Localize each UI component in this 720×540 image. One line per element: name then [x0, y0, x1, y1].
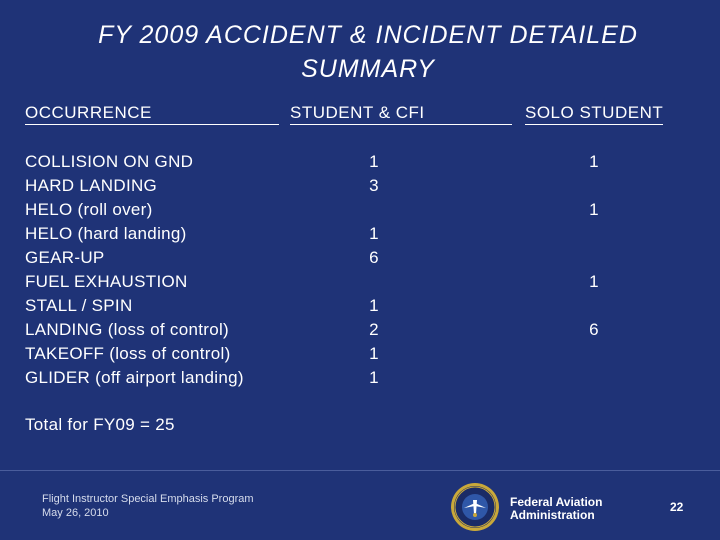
occurrence-cell: HELO (hard landing) [25, 224, 187, 243]
occurrence-cell: HARD LANDING [25, 176, 158, 195]
student-cfi-cell: 2 [369, 320, 379, 339]
occurrence-cell: HELO (roll over) [25, 200, 153, 219]
title-line-2: SUMMARY [301, 55, 435, 83]
occurrence-cell: FUEL EXHAUSTION [25, 272, 188, 291]
faa-seal-icon [450, 482, 500, 532]
table-row [25, 174, 705, 198]
table-row [25, 366, 705, 390]
page-number: 22 [670, 500, 684, 514]
title-line-1: FY 2009 ACCIDENT & INCIDENT DETAILED [98, 21, 638, 49]
student-cfi-cell: 1 [369, 368, 379, 387]
header-occurrence: OCCURRENCE [25, 103, 279, 125]
occurrence-cell: TAKEOFF (loss of control) [25, 344, 231, 363]
footer-program-info [42, 492, 254, 520]
occurrence-cell: STALL / SPIN [25, 296, 133, 315]
footer-divider [0, 470, 720, 471]
occurrence-cell: GEAR-UP [25, 248, 105, 267]
footer-date: May 26, 2010 [42, 507, 109, 519]
table-row [25, 246, 705, 270]
student-cfi-cell: 1 [369, 344, 379, 363]
table-row [25, 198, 705, 222]
solo-student-cell: 6 [589, 320, 599, 339]
student-cfi-cell: 1 [369, 224, 379, 243]
footer-program: Flight Instructor Special Emphasis Program [42, 493, 254, 505]
occurrence-table [25, 150, 705, 390]
faa-agency-name [510, 496, 602, 522]
agency-line-1: Federal Aviation [510, 495, 603, 509]
solo-student-cell: 1 [589, 152, 599, 171]
table-row [25, 270, 705, 294]
header-solo-student: SOLO STUDENT [525, 103, 663, 125]
student-cfi-cell: 1 [369, 152, 379, 171]
slide-title [40, 18, 696, 86]
student-cfi-cell: 1 [369, 296, 379, 315]
table-row [25, 294, 705, 318]
solo-student-cell: 1 [589, 272, 599, 291]
table-row [25, 318, 705, 342]
header-student-cfi: STUDENT & CFI [290, 103, 512, 125]
student-cfi-cell: 6 [369, 248, 379, 267]
occurrence-cell: COLLISION ON GND [25, 152, 194, 171]
table-row [25, 342, 705, 366]
occurrence-cell: GLIDER (off airport landing) [25, 368, 244, 387]
student-cfi-cell: 3 [369, 176, 379, 195]
table-row [25, 150, 705, 174]
solo-student-cell: 1 [589, 200, 599, 219]
occurrence-cell: LANDING (loss of control) [25, 320, 229, 339]
total-summary: Total for FY09 = 25 [25, 415, 175, 434]
agency-line-2: Administration [510, 508, 595, 522]
table-row [25, 222, 705, 246]
